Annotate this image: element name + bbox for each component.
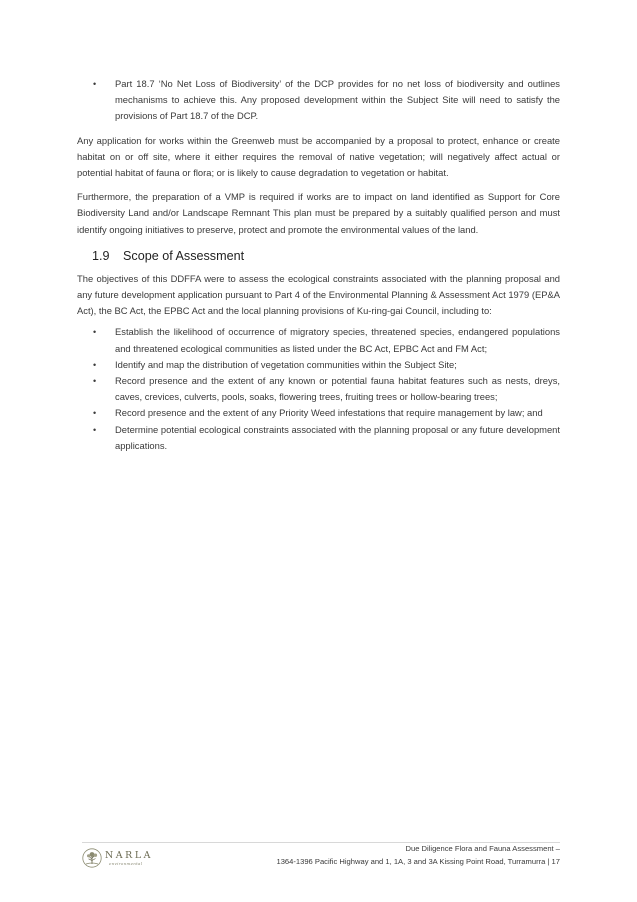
- list-item: [77, 76, 560, 125]
- list-item: [77, 405, 560, 421]
- page-footer: [276, 842, 560, 868]
- section-title: Scope of Assessment: [123, 248, 245, 263]
- page-content: [77, 76, 560, 454]
- paragraph-vmp: Furthermore, the preparation of a VMP is required if works are to impact on land identified as Support for Core Biodiversity Land and/or Landscape Remnant This plan must be prepared by a suitably qualified person and must identify ongoing initiatives to preserve, protect and promote the environmental values of the land.: [77, 191, 560, 235]
- bullet-icon: •: [93, 408, 97, 419]
- bullet-icon: •: [93, 327, 97, 338]
- list-item: [77, 373, 560, 405]
- list-item-text: Identify and map the distribution of vegetation communities within the Subject Site;: [115, 358, 457, 370]
- list-item: [77, 357, 560, 373]
- list-item-text: Determine potential ecological constraints associated with the planning proposal or any future development applications.: [115, 423, 560, 451]
- section-number: 1.9: [92, 248, 110, 263]
- list-item-text: Record presence and the extent of any known or potential fauna habitat features such as nests, dreys, caves, crevices, culverts, pools, soaks, flowering trees, fruiting trees or hollow-bearing trees;: [115, 375, 560, 403]
- list-item-text: Establish the likelihood of occurrence of migratory species, threatened species, endangered populations and threatened ecological communities as listed under the BC Act, EPBC Act and FM Act;: [115, 326, 560, 354]
- bullet-icon: •: [93, 376, 97, 387]
- logo-subtitle: environmental: [109, 860, 143, 866]
- section-heading: [77, 249, 560, 263]
- list-item-text: Record presence and the extent of any Priority Weed infestations that require management by law; and: [115, 407, 543, 419]
- footer-title: Due Diligence Flora and Fauna Assessment –: [405, 844, 560, 853]
- footer-address-page: 1364-1396 Pacific Highway and 1, 1A, 3 and 3A Kissing Point Road, Turramurra | 17: [276, 857, 560, 866]
- tree-logo-icon: [82, 848, 102, 868]
- list-item: [77, 324, 560, 356]
- top-bullet-list: [77, 76, 560, 125]
- section-intro: The objectives of this DDFFA were to assess the ecological constraints associated with the planning proposal and any future development application pursuant to Part 4 of the Environmental Planning & Assessment Act 1979 (EP&A Act), the BC Act, the EPBC Act and the local planning provisions of Ku-ring-gai Council, including to:: [77, 272, 560, 317]
- paragraph-greenweb: Any application for works within the Greenweb must be accompanied by a proposal to protect, enhance or create habitat on or off site, where it either requires the removal of native vegetation; will negatively affect actual or potential habitat of fauna or flora; or is likely to cause degradation to vegetation or habitat.: [77, 134, 560, 179]
- list-item-text: Part 18.7 ‘No Net Loss of Biodiversity’ of the DCP provides for no net loss of biodiversity and outlines mechanisms to achieve this. Any proposed development within the Subject Site will need to satisfy the provisions of Part 18.7 of the DCP.: [115, 78, 560, 122]
- bullet-icon: •: [93, 424, 97, 435]
- narla-logo: [82, 848, 153, 868]
- bullet-icon: •: [93, 79, 97, 89]
- list-item: [77, 422, 560, 454]
- objectives-list: [77, 324, 560, 454]
- logo-name: NARLA: [105, 849, 154, 861]
- bullet-icon: •: [93, 359, 97, 370]
